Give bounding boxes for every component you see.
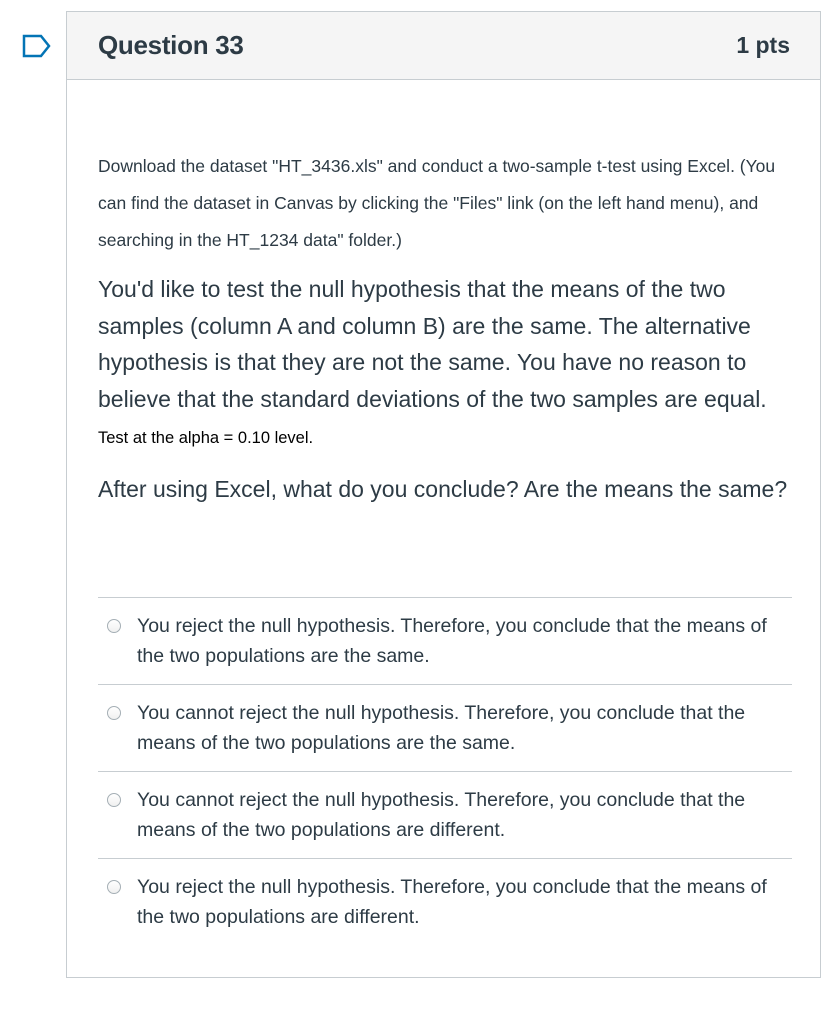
question-card — [66, 11, 821, 978]
hypothesis-text — [98, 271, 798, 457]
alpha-level-text: Test at the alpha = 0.10 level. — [98, 429, 314, 447]
answer-option[interactable] — [98, 858, 792, 945]
radio-unselected-icon[interactable] — [107, 619, 121, 633]
answer-label[interactable]: You cannot reject the null hypothesis. Therefore, you conclude that the means of the two populations are the same. — [137, 702, 746, 754]
answer-option[interactable] — [98, 684, 792, 771]
question-prompt: After using Excel, what do you conclude? Are the means the same? — [98, 476, 788, 502]
radio-unselected-icon[interactable] — [107, 706, 121, 720]
radio-unselected-icon[interactable] — [107, 880, 121, 894]
hypothesis-main-text: You'd like to test the null hypothesis that the means of the two samples (column A and column B) are the same. The alternative hypothesis is that they are not the same. You have no reason to believe that the standard deviations of the two samples are equal. — [98, 276, 767, 412]
answer-option[interactable] — [98, 771, 792, 858]
instructions-text: Download the dataset "HT_3436.xls" and conduct a two-sample t-test using Excel. (You can find the dataset in Canvas by clicking the "Files" link (on the left hand menu), and searching in the HT_1234 data" folder.) — [98, 156, 776, 250]
question-points: 1 pts — [736, 32, 790, 58]
answer-option[interactable] — [98, 597, 792, 684]
answer-label[interactable]: You reject the null hypothesis. Therefore, you conclude that the means of the two populations are different. — [137, 876, 767, 928]
question-header — [67, 12, 820, 80]
question-title: Question 33 — [98, 30, 244, 60]
answer-list — [98, 597, 792, 945]
radio-unselected-icon[interactable] — [107, 793, 121, 807]
answer-label[interactable]: You reject the null hypothesis. Therefore, you conclude that the means of the two populations are the same. — [137, 615, 767, 667]
answer-label[interactable]: You cannot reject the null hypothesis. Therefore, you conclude that the means of the two populations are different. — [137, 789, 746, 841]
flag-question-icon[interactable] — [22, 34, 52, 58]
